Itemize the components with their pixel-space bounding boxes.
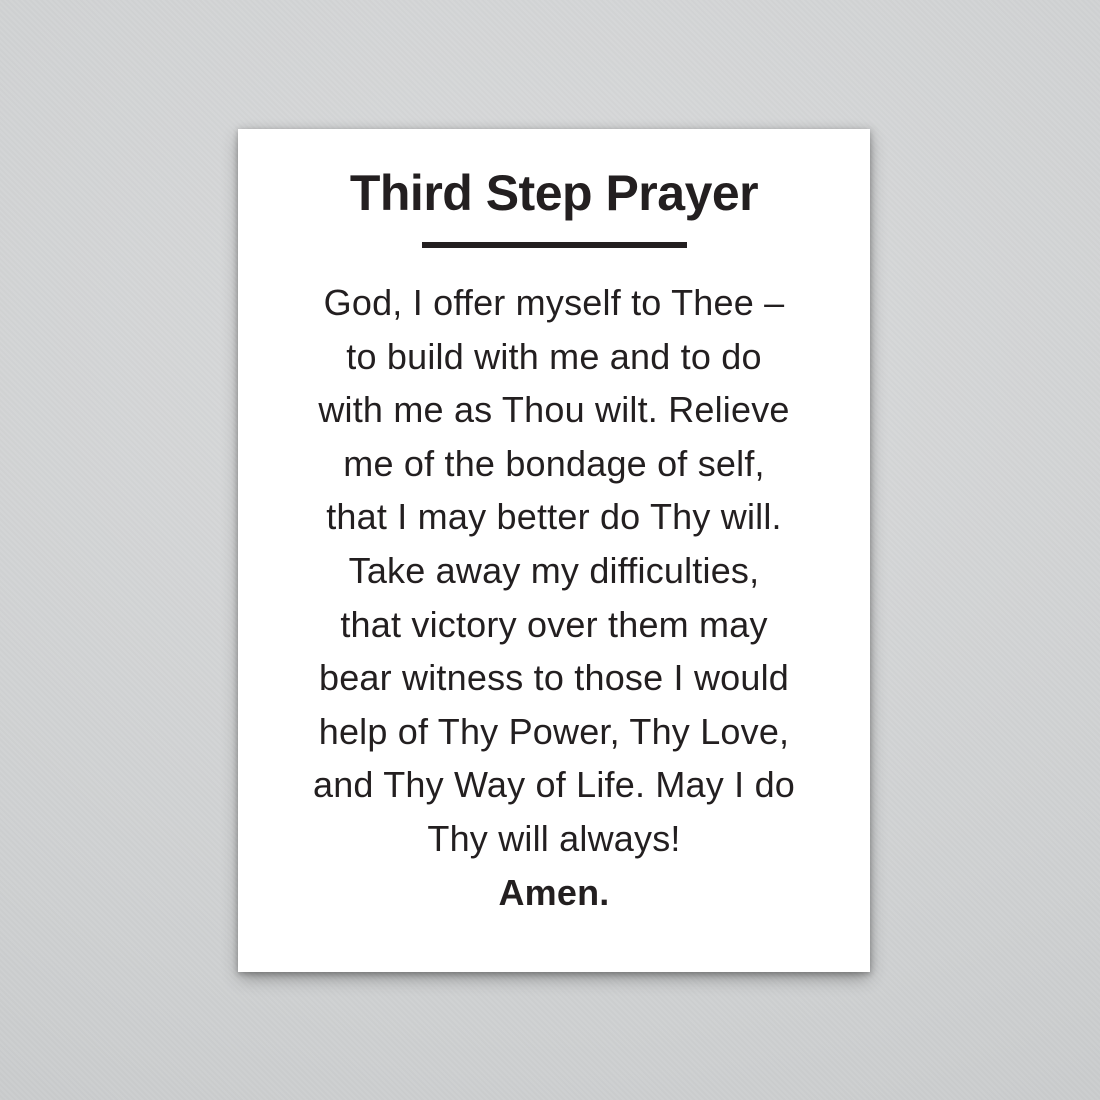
poster-card	[238, 129, 870, 972]
prayer-line: me of the bondage of self,	[343, 442, 765, 484]
prayer-line: Take away my difficulties,	[348, 549, 760, 591]
prayer-line: Thy will always!	[427, 817, 681, 859]
prayer-line: God, I offer myself to Thee –	[323, 282, 785, 323]
prayer-line: that I may better do Thy will.	[326, 496, 782, 538]
prayer-line: and Thy Way of Life. May I do	[312, 764, 796, 806]
prayer-line: with me as Thou wilt. Relieve	[318, 389, 790, 431]
prayer-line: help of Thy Power, Thy Love,	[318, 710, 790, 752]
prayer-line: to build with me and to do	[346, 335, 762, 377]
prayer-text	[238, 276, 870, 919]
poster-title: Third Step Prayer	[349, 165, 759, 221]
prayer-line: bear witness to those I would	[318, 657, 790, 699]
title-divider	[422, 242, 687, 248]
amen-text: Amen.	[498, 871, 610, 913]
prayer-line: that victory over them may	[340, 603, 768, 645]
